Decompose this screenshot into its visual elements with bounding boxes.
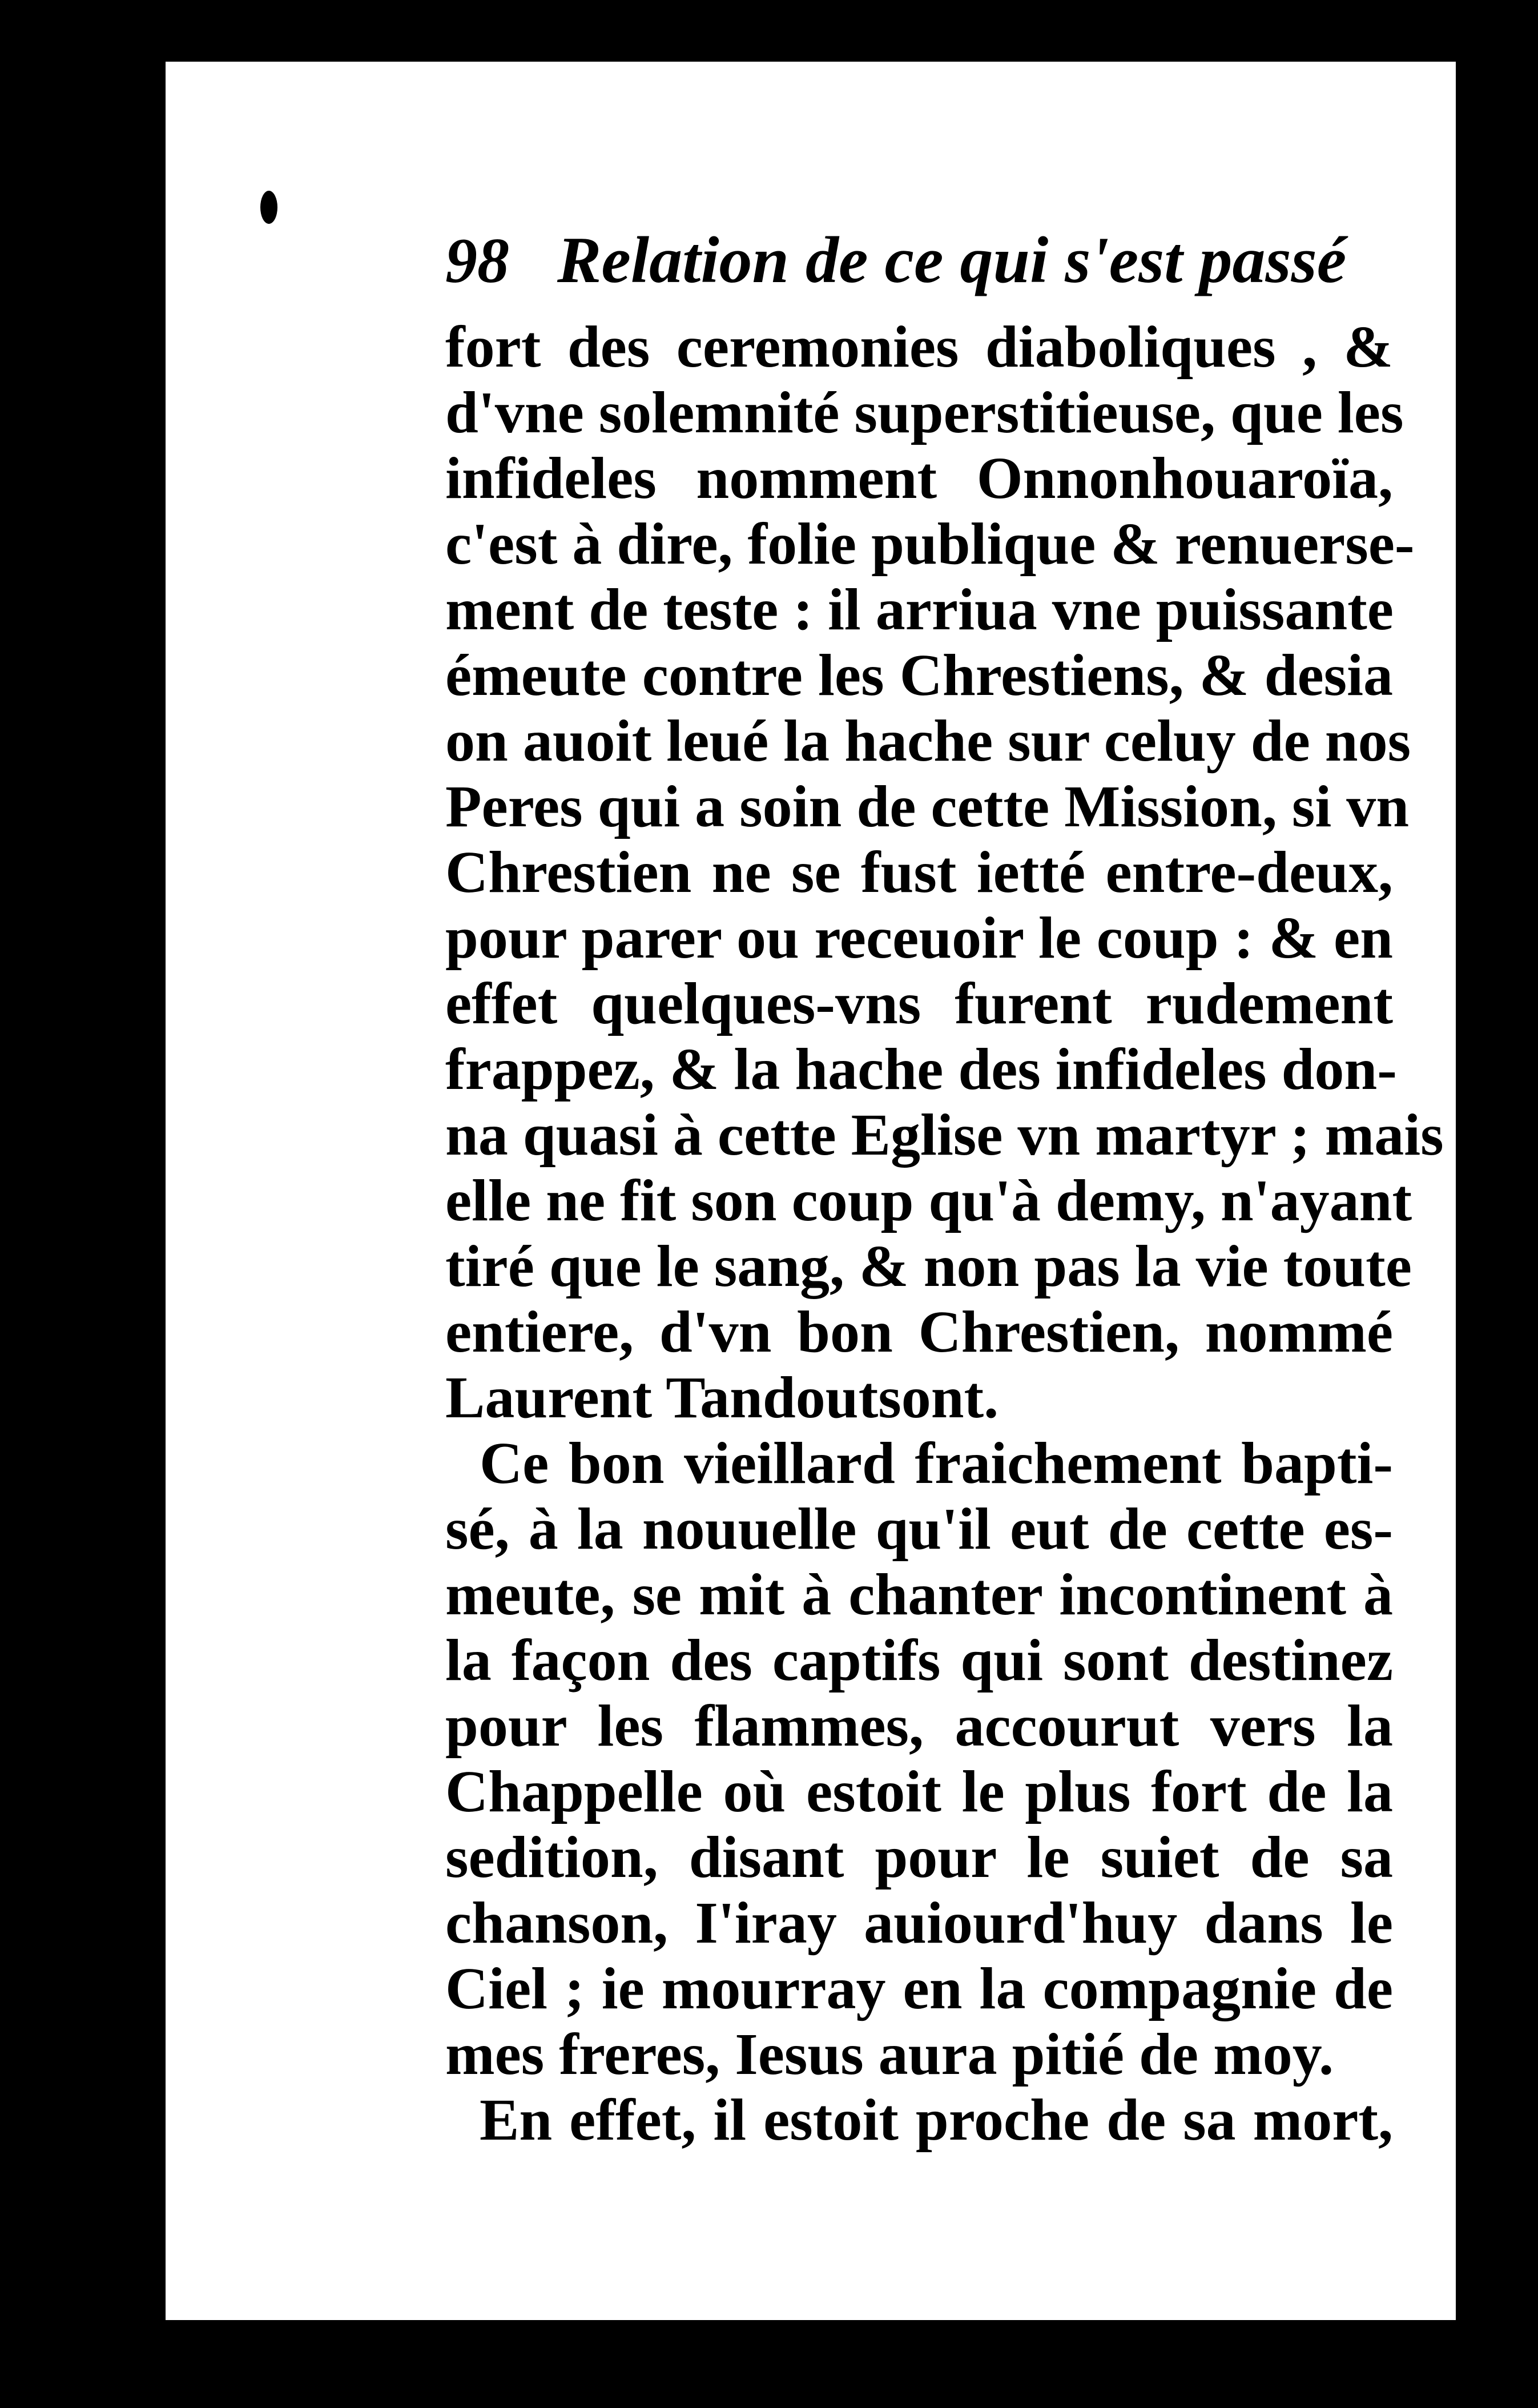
text-line: Ciel ; ie mourray en la compagnie de [445, 1956, 1393, 2021]
text-line: entiere, d'vn bon Chrestien, nommé [445, 1299, 1393, 1365]
page-header [445, 223, 1416, 308]
text-line: chanson, I'iray auiourd'huy dans le [445, 1890, 1393, 1956]
text-line: on auoit leué la hache sur celuy de nos [445, 708, 1411, 774]
text-line: la façon des captifs qui sont destinez [445, 1627, 1393, 1693]
text-line: mes freres, Iesus aura pitié de moy. [445, 2021, 1334, 2087]
text-line: Ce bon vieillard fraichement bapti- [480, 1430, 1393, 1496]
text-line: sedition, disant pour le suiet de sa [445, 1824, 1393, 1890]
text-line: na quasi à cette Eglise vn martyr ; mais [445, 1102, 1444, 1168]
text-line: pour parer ou receuoir le coup : & en [445, 905, 1393, 971]
text-line: fort des ceremonies diaboliques , & [445, 314, 1393, 380]
text-line: meute, se mit à chanter incontinent à [445, 1562, 1393, 1627]
text-line: émeute contre les Chrestiens, & desia [445, 642, 1393, 708]
text-line: Chappelle où estoit le plus fort de la [445, 1759, 1393, 1824]
page-number: 98 [445, 226, 509, 296]
text-line: frappez, & la hache des infideles don- [445, 1036, 1397, 1102]
text-line: ment de teste : il arriua vne puissante [445, 577, 1394, 642]
binding-hole [260, 191, 277, 224]
text-line: pour les flammes, accourut vers la [445, 1693, 1393, 1759]
text-line: Chrestien ne se fust ietté entre-deux, [445, 839, 1393, 905]
text-line: tiré que le sang, & non pas la vie toute [445, 1233, 1412, 1299]
text-line: c'est à dire, folie publique & renuerse- [445, 511, 1415, 577]
body-text [445, 314, 1444, 2153]
text-line: effet quelques-vns furent rudement [445, 971, 1393, 1036]
text-line: En effet, il estoit proche de sa mort, [480, 2087, 1393, 2153]
text-line: d'vne solemnité superstitieuse, que les [445, 380, 1404, 445]
text-line: infideles nomment Onnonhouaroïa, [445, 445, 1393, 511]
running-title: Relation de ce qui s'est passé [557, 224, 1347, 297]
text-line: sé, à la nouuelle qu'il eut de cette es- [445, 1496, 1393, 1562]
text-line: elle ne fit son coup qu'à demy, n'ayant [445, 1168, 1412, 1233]
text-line: Laurent Tandoutsont. [445, 1365, 999, 1430]
text-line: Peres qui a soin de cette Mission, si vn [445, 774, 1410, 839]
